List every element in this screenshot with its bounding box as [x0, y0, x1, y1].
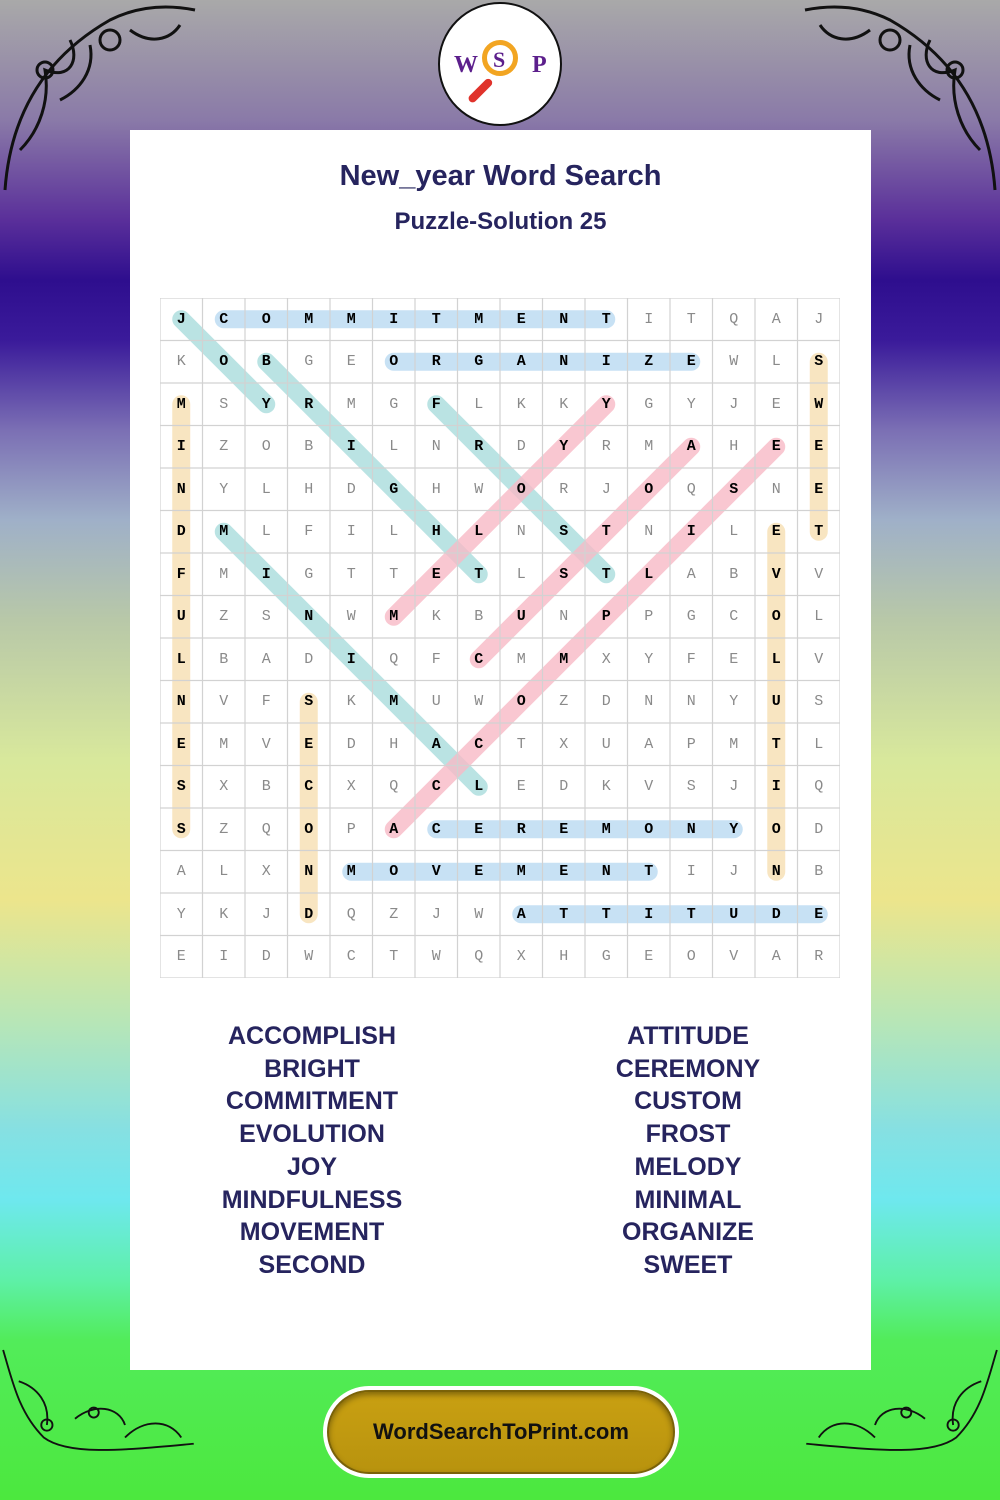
word-list-item: FROST — [645, 1120, 731, 1149]
grid-cell[interactable]: Z — [559, 693, 569, 711]
grid-cell[interactable]: J — [176, 310, 186, 328]
grid-cell[interactable]: Y — [601, 395, 611, 413]
grid-cell[interactable]: X — [516, 948, 526, 966]
grid-cell[interactable]: W — [474, 905, 484, 923]
grid-cell[interactable]: A — [771, 948, 781, 966]
grid-cell[interactable]: Q — [686, 480, 696, 498]
grid-cell[interactable]: E — [176, 735, 186, 753]
word-list-item: COMMITMENT — [225, 1087, 399, 1116]
grid-cell[interactable]: T — [474, 565, 484, 583]
grid-cell[interactable]: I — [644, 310, 654, 328]
grid-cell[interactable]: G — [389, 480, 399, 498]
site-link-button[interactable] — [323, 1386, 679, 1478]
grid-cell[interactable]: U — [601, 735, 611, 753]
grid-cell[interactable]: R — [431, 353, 441, 371]
grid-cell[interactable]: B — [814, 863, 824, 881]
grid-cell[interactable]: D — [771, 905, 781, 923]
grid-cell[interactable]: C — [431, 820, 441, 838]
grid-cell[interactable]: A — [261, 650, 271, 668]
grid-cell[interactable]: W — [729, 353, 739, 371]
grid-cell[interactable]: B — [261, 353, 271, 371]
grid-cell[interactable]: Y — [176, 905, 186, 923]
grid-cell[interactable]: I — [219, 948, 229, 966]
grid-cell[interactable]: N — [304, 608, 314, 626]
grid-cell[interactable]: O — [644, 820, 654, 838]
logo-letter-s: S — [493, 47, 506, 72]
grid-cell[interactable]: D — [346, 480, 356, 498]
grid-cell[interactable]: D — [601, 693, 611, 711]
grid-cell[interactable]: T — [644, 863, 654, 881]
grid-cell[interactable]: L — [389, 438, 399, 456]
grid-cell[interactable]: K — [176, 353, 186, 371]
grid-cell[interactable]: J — [729, 778, 739, 796]
grid-cell[interactable]: Y — [219, 480, 229, 498]
grid-cell[interactable]: G — [474, 353, 484, 371]
grid-cell[interactable]: Q — [474, 948, 484, 966]
grid-cell[interactable]: O — [686, 948, 696, 966]
grid-cell[interactable]: D — [261, 948, 271, 966]
grid-cell[interactable]: F — [261, 693, 271, 711]
grid-cell[interactable]: O — [219, 353, 229, 371]
grid-cell[interactable]: N — [644, 523, 654, 541]
grid-cell[interactable]: K — [516, 395, 526, 413]
word-list-item: ACCOMPLISH — [227, 1022, 397, 1050]
grid-cell[interactable]: E — [516, 778, 526, 796]
grid-cell[interactable]: C — [474, 735, 484, 753]
grid-cell[interactable]: J — [601, 480, 611, 498]
word-list-item: JOY — [286, 1152, 338, 1181]
grid-cell[interactable]: T — [601, 905, 611, 923]
grid-cell[interactable]: J — [814, 310, 824, 328]
grid-cell[interactable]: G — [644, 395, 654, 413]
grid-cell[interactable]: A — [176, 863, 186, 881]
word-list-right — [538, 1020, 838, 1282]
grid-cell[interactable]: K — [346, 693, 356, 711]
grid-cell[interactable]: I — [389, 310, 399, 328]
grid-cell[interactable]: D — [814, 820, 824, 838]
grid-cell[interactable]: E — [729, 650, 739, 668]
grid-cell[interactable]: M — [516, 863, 526, 881]
grid-cell[interactable]: O — [516, 693, 526, 711]
grid-cell[interactable]: B — [219, 650, 229, 668]
grid-cell[interactable]: V — [729, 948, 739, 966]
grid-cell[interactable]: V — [814, 565, 824, 583]
grid-cell[interactable]: R — [304, 395, 314, 413]
grid-cell[interactable]: R — [601, 438, 611, 456]
grid-cell[interactable]: M — [176, 395, 186, 413]
grid-cell[interactable]: J — [261, 905, 271, 923]
grid-cell[interactable]: N — [601, 863, 611, 881]
grid-cell[interactable]: W — [474, 480, 484, 498]
word-list-item: CUSTOM — [634, 1087, 742, 1116]
grid-cell[interactable]: M — [474, 310, 484, 328]
grid-cell[interactable]: N — [771, 480, 781, 498]
grid-cell[interactable]: D — [304, 905, 314, 923]
grid-cell[interactable]: U — [516, 608, 526, 626]
grid-cell[interactable]: O — [771, 608, 781, 626]
grid-cell[interactable]: I — [176, 438, 186, 456]
grid-cell[interactable]: D — [559, 778, 569, 796]
grid-cell[interactable]: I — [644, 905, 654, 923]
grid-cell[interactable]: E — [474, 863, 484, 881]
page-title: New_year Word Search — [339, 160, 662, 192]
grid-cell[interactable]: H — [431, 480, 441, 498]
grid-cell[interactable]: M — [601, 820, 611, 838]
grid-cell[interactable]: A — [686, 438, 696, 456]
grid-cell[interactable]: C — [304, 778, 314, 796]
grid-cell[interactable]: W — [814, 395, 824, 413]
grid-cell[interactable]: S — [814, 353, 824, 371]
grid-cell[interactable]: O — [304, 820, 314, 838]
grid-cell[interactable]: O — [261, 438, 271, 456]
grid-cell[interactable]: P — [601, 608, 611, 626]
grid-cell[interactable]: N — [559, 608, 569, 626]
grid-cell[interactable]: M — [729, 735, 739, 753]
grid-cell[interactable]: M — [644, 438, 654, 456]
grid-cell[interactable]: R — [474, 438, 484, 456]
grid-cell[interactable]: T — [346, 565, 356, 583]
grid-cell[interactable]: B — [729, 565, 739, 583]
word-list-item: ORGANIZE — [622, 1218, 754, 1247]
grid-cell[interactable]: E — [346, 353, 356, 371]
grid-cell[interactable]: N — [686, 820, 696, 838]
grid-cell[interactable]: H — [304, 480, 314, 498]
grid-cell[interactable]: I — [346, 523, 356, 541]
grid-cell[interactable]: F — [431, 395, 441, 413]
grid-cell[interactable]: X — [559, 735, 569, 753]
grid-cell[interactable]: U — [771, 693, 781, 711]
word-list-item: CEREMONY — [615, 1054, 761, 1083]
grid-cell[interactable]: S — [559, 565, 569, 583]
grid-cell[interactable]: N — [686, 693, 696, 711]
grid-cell[interactable]: L — [516, 565, 526, 583]
grid-cell[interactable]: B — [261, 778, 271, 796]
logo-letter-p: P — [532, 52, 547, 78]
word-list-item: EVOLUTION — [239, 1120, 385, 1149]
grid-cell[interactable]: O — [516, 480, 526, 498]
grid-cell[interactable]: O — [771, 820, 781, 838]
grid-cell[interactable]: G — [686, 608, 696, 626]
grid-cell[interactable]: Y — [729, 820, 739, 838]
grid-cell[interactable]: L — [771, 650, 781, 668]
grid-cell[interactable]: A — [686, 565, 696, 583]
grid-cell[interactable]: E — [176, 948, 186, 966]
grid-cell[interactable]: Y — [261, 395, 271, 413]
grid-cell[interactable]: F — [431, 650, 441, 668]
grid-cell[interactable]: N — [176, 480, 186, 498]
grid-cell[interactable]: T — [601, 310, 611, 328]
grid-cell[interactable]: H — [431, 523, 441, 541]
grid-cell[interactable]: C — [431, 778, 441, 796]
grid-cell[interactable]: D — [516, 438, 526, 456]
grid-cell[interactable]: M — [516, 650, 526, 668]
grid-cell[interactable]: R — [516, 820, 526, 838]
grid-cell[interactable]: L — [219, 863, 229, 881]
grid-cell[interactable]: Q — [729, 310, 739, 328]
grid-cell[interactable]: I — [346, 438, 356, 456]
grid-cell[interactable]: E — [304, 735, 314, 753]
word-list-item: MELODY — [634, 1152, 742, 1181]
grid-cell[interactable]: M — [346, 395, 356, 413]
grid-cell[interactable]: M — [346, 863, 356, 881]
grid-cell[interactable]: J — [729, 863, 739, 881]
grid-cell[interactable]: L — [261, 480, 271, 498]
grid-cell[interactable]: S — [176, 778, 186, 796]
grid-cell[interactable]: S — [559, 523, 569, 541]
wsp-logo — [438, 2, 562, 126]
grid-cell[interactable]: M — [389, 608, 399, 626]
grid-cell[interactable]: E — [771, 438, 781, 456]
grid-cell[interactable]: W — [474, 693, 484, 711]
grid-cell[interactable]: A — [516, 353, 526, 371]
grid-cell[interactable]: S — [304, 693, 314, 711]
grid-cell[interactable]: Y — [729, 693, 739, 711]
grid-cell[interactable]: C — [346, 948, 356, 966]
word-list-item: ATTITUDE — [627, 1022, 749, 1050]
grid-cell[interactable]: T — [814, 523, 824, 541]
grid-cell[interactable]: L — [474, 778, 484, 796]
logo-letter-w: W — [454, 52, 478, 78]
grid-cell[interactable]: M — [304, 310, 314, 328]
grid-cell[interactable]: O — [389, 863, 399, 881]
grid-cell[interactable]: O — [261, 310, 271, 328]
grid-cell[interactable]: N — [559, 310, 569, 328]
grid-cell[interactable]: E — [559, 863, 569, 881]
word-list-item: BRIGHT — [264, 1054, 360, 1083]
grid-cell[interactable]: F — [686, 650, 696, 668]
grid-cell[interactable]: L — [814, 608, 824, 626]
grid-cell[interactable]: T — [686, 310, 696, 328]
grid-cell[interactable]: E — [474, 820, 484, 838]
grid-cell[interactable]: V — [771, 565, 781, 583]
grid-cell[interactable]: H — [389, 735, 399, 753]
grid-cell[interactable]: O — [389, 353, 399, 371]
grid-cell[interactable]: J — [729, 395, 739, 413]
grid-cell[interactable]: D — [346, 735, 356, 753]
grid-cell[interactable]: F — [176, 565, 186, 583]
grid-cell[interactable]: N — [516, 523, 526, 541]
grid-cell[interactable]: S — [729, 480, 739, 498]
grid-cell[interactable]: W — [346, 608, 356, 626]
grid-cell[interactable]: A — [516, 905, 526, 923]
grid-cell[interactable]: I — [601, 353, 611, 371]
grid-cell[interactable]: T — [601, 523, 611, 541]
grid-cell[interactable]: T — [559, 905, 569, 923]
grid-cell[interactable]: W — [304, 948, 314, 966]
grid-cell[interactable]: U — [176, 608, 186, 626]
grid-cell[interactable]: T — [601, 565, 611, 583]
grid-cell[interactable]: Z — [219, 608, 229, 626]
grid-cell[interactable]: E — [771, 395, 781, 413]
grid-cell[interactable]: N — [771, 863, 781, 881]
grid-cell[interactable]: L — [729, 523, 739, 541]
grid-cell[interactable]: E — [516, 310, 526, 328]
grid-cell[interactable]: M — [219, 735, 229, 753]
grid-cell[interactable]: I — [686, 863, 696, 881]
grid-cell[interactable]: R — [814, 948, 824, 966]
grid-cell[interactable]: P — [346, 820, 356, 838]
grid-cell[interactable]: A — [389, 820, 399, 838]
grid-cell[interactable]: I — [686, 523, 696, 541]
grid-cell[interactable]: E — [814, 480, 824, 498]
grid-cell[interactable]: Z — [219, 438, 229, 456]
grid-cell[interactable]: A — [431, 735, 441, 753]
grid-cell[interactable]: F — [304, 523, 314, 541]
grid-cell[interactable]: S — [219, 395, 229, 413]
grid-cell[interactable]: U — [729, 905, 739, 923]
grid-cell[interactable]: A — [771, 310, 781, 328]
grid-cell[interactable]: R — [559, 480, 569, 498]
grid-cell[interactable]: A — [644, 735, 654, 753]
grid-cell[interactable]: J — [431, 905, 441, 923]
grid-cell[interactable]: X — [346, 778, 356, 796]
grid-cell[interactable]: X — [219, 778, 229, 796]
grid-cell[interactable]: G — [304, 565, 314, 583]
grid-cell[interactable]: E — [644, 948, 654, 966]
grid-cell[interactable]: N — [304, 863, 314, 881]
grid-cell[interactable]: N — [431, 438, 441, 456]
grid-cell[interactable]: E — [814, 905, 824, 923]
grid-cell[interactable]: Z — [219, 820, 229, 838]
grid-cell[interactable]: T — [771, 735, 781, 753]
grid-cell[interactable]: S — [176, 820, 186, 838]
grid-cell[interactable]: S — [261, 608, 271, 626]
word-list-item: SECOND — [258, 1250, 366, 1279]
grid-cell[interactable]: G — [389, 395, 399, 413]
grid-cell[interactable]: C — [219, 310, 229, 328]
grid-cell[interactable]: L — [474, 395, 484, 413]
grid-cell[interactable]: K — [559, 395, 569, 413]
grid-cell[interactable]: V — [261, 735, 271, 753]
grid-cell[interactable]: M — [219, 523, 229, 541]
word-list-item: MINIMAL — [634, 1185, 742, 1214]
grid-cell[interactable]: H — [729, 438, 739, 456]
grid-cell[interactable]: P — [686, 735, 696, 753]
grid-cell[interactable]: L — [176, 650, 186, 668]
grid-cell[interactable]: S — [686, 778, 696, 796]
grid-cell[interactable]: L — [389, 523, 399, 541]
grid-cell[interactable]: S — [814, 693, 824, 711]
grid-cell[interactable]: E — [686, 353, 696, 371]
grid-cell[interactable]: P — [644, 608, 654, 626]
grid-cell[interactable]: I — [771, 778, 781, 796]
grid-cell[interactable]: G — [601, 948, 611, 966]
grid-cell[interactable]: N — [559, 353, 569, 371]
grid-cell[interactable]: D — [176, 523, 186, 541]
grid-cell[interactable]: H — [559, 948, 569, 966]
grid-cell[interactable]: B — [304, 438, 314, 456]
grid-cell[interactable]: K — [601, 778, 611, 796]
grid-cell[interactable]: L — [644, 565, 654, 583]
word-search-grid — [160, 298, 840, 978]
grid-cell[interactable]: T — [389, 565, 399, 583]
grid-cell[interactable]: V — [644, 778, 654, 796]
grid-cell[interactable]: I — [261, 565, 271, 583]
grid-cell[interactable]: M — [389, 693, 399, 711]
magnifier-handle — [467, 77, 494, 104]
grid-cell[interactable]: V — [431, 863, 441, 881]
grid-cell[interactable]: M — [219, 565, 229, 583]
grid-cell[interactable]: E — [814, 438, 824, 456]
grid-cell[interactable]: O — [644, 480, 654, 498]
grid-cell[interactable]: C — [474, 650, 484, 668]
grid-cell[interactable]: B — [474, 608, 484, 626]
grid-cell[interactable]: X — [601, 650, 611, 668]
grid-cell[interactable]: Z — [389, 905, 399, 923]
grid-cell[interactable]: E — [771, 523, 781, 541]
grid-cell[interactable]: I — [346, 650, 356, 668]
word-list-item: SWEET — [643, 1250, 733, 1279]
grid-cell[interactable]: L — [771, 353, 781, 371]
grid-cell[interactable]: Z — [644, 353, 654, 371]
grid-cell[interactable]: T — [431, 310, 441, 328]
grid-cell[interactable]: Y — [686, 395, 696, 413]
grid-cell[interactable]: Y — [559, 438, 569, 456]
grid-cell[interactable]: E — [559, 820, 569, 838]
grid-cell[interactable]: Q — [346, 905, 356, 923]
grid-cell[interactable]: Q — [261, 820, 271, 838]
grid-cell[interactable]: L — [261, 523, 271, 541]
grid-cell[interactable]: L — [474, 523, 484, 541]
grid-cell[interactable]: M — [346, 310, 356, 328]
grid-cell[interactable]: M — [559, 650, 569, 668]
grid-cell[interactable]: K — [219, 905, 229, 923]
grid-cell[interactable]: T — [389, 948, 399, 966]
word-list-item: MOVEMENT — [239, 1218, 385, 1247]
grid-cell[interactable]: U — [431, 693, 441, 711]
grid-cell[interactable]: Q — [814, 778, 824, 796]
grid-cell[interactable]: D — [304, 650, 314, 668]
grid-cell[interactable]: V — [814, 650, 824, 668]
word-list-left — [162, 1020, 462, 1282]
grid-cell[interactable]: X — [261, 863, 271, 881]
site-link-label: WordSearchToPrint.com — [327, 1390, 675, 1474]
grid-cell[interactable]: Q — [389, 778, 399, 796]
grid-cell[interactable]: G — [304, 353, 314, 371]
grid-cell[interactable]: E — [431, 565, 441, 583]
grid-cell[interactable]: K — [431, 608, 441, 626]
grid-cell[interactable]: L — [814, 735, 824, 753]
grid-cell[interactable]: N — [644, 693, 654, 711]
word-list-item: MINDFULNESS — [221, 1185, 403, 1214]
grid-cell[interactable]: V — [219, 693, 229, 711]
grid-cell[interactable]: Q — [389, 650, 399, 668]
grid-cell[interactable]: W — [431, 948, 441, 966]
page-subtitle: Puzzle-Solution 25 — [394, 208, 607, 235]
grid-cell[interactable]: T — [516, 735, 526, 753]
grid-cell[interactable]: Y — [644, 650, 654, 668]
grid-cell[interactable]: N — [176, 693, 186, 711]
grid-cell[interactable]: T — [686, 905, 696, 923]
grid-cell[interactable]: C — [729, 608, 739, 626]
